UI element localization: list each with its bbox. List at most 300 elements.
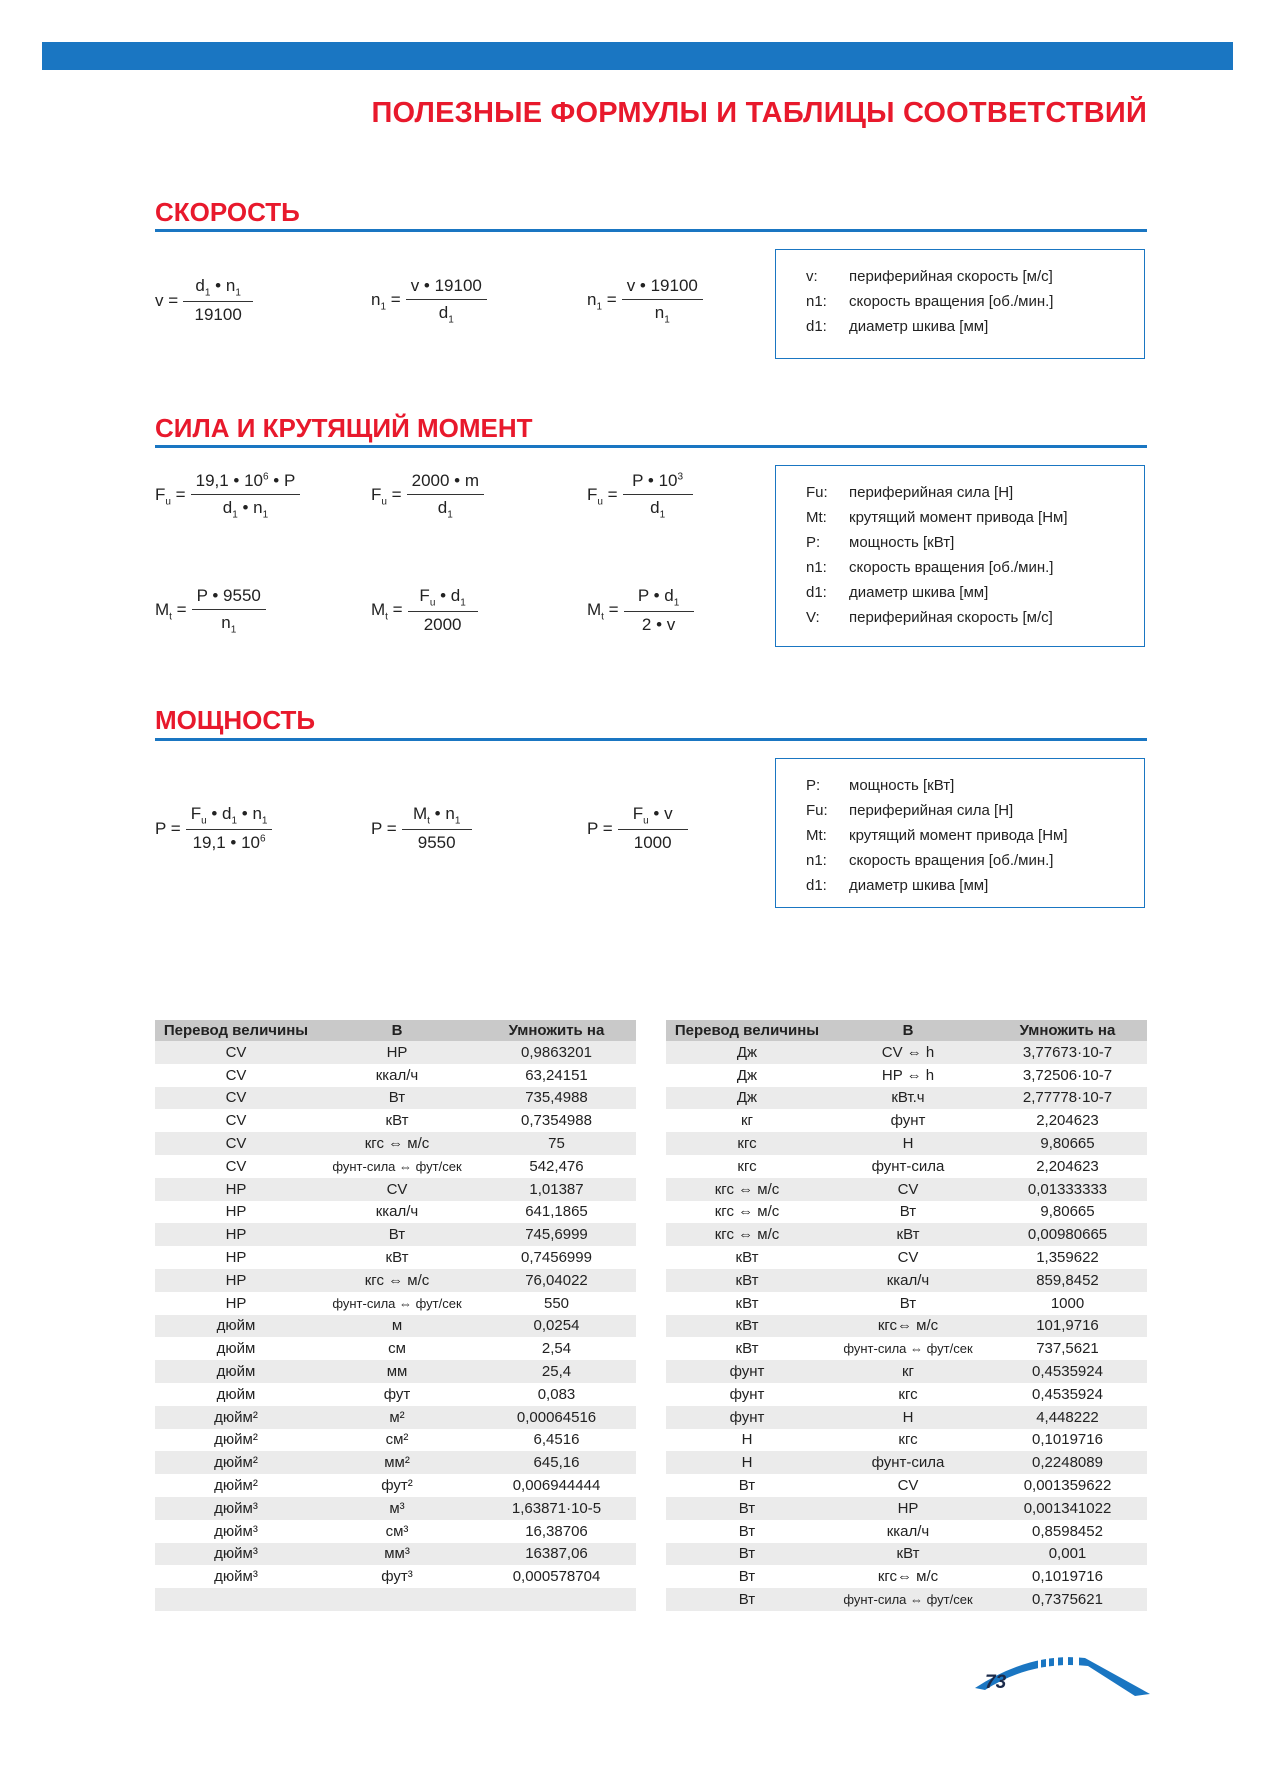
factor-cell: 0,1019716 [988,1429,1147,1452]
denominator: 19100 [194,305,242,325]
to-unit-cell: фунт-сила ⇔ фут/сек [828,1588,988,1611]
table-row [666,1543,1147,1566]
formula-speed-1 [155,276,253,325]
fraction [402,804,472,853]
to-unit-cell: HP ⇔ h [828,1064,988,1087]
to-unit-cell: CV ⇔ h [828,1041,988,1064]
fraction [622,276,703,325]
from-unit-cell: Вт [666,1543,828,1566]
from-unit-cell: фунт [666,1406,828,1429]
from-unit-cell: кВт [666,1315,828,1338]
table-row [666,1406,1147,1429]
from-unit-cell: HP [155,1269,317,1292]
fraction [618,804,688,853]
factor-cell: 75 [477,1132,636,1155]
table-row [155,1109,636,1132]
to-unit-cell: кгс ⇔ м/с [317,1132,477,1155]
legend-description: крутящий момент привода [Нм] [849,827,1068,844]
from-unit-cell: кВт [666,1269,828,1292]
from-unit-cell: Вт [666,1474,828,1497]
table-row [155,1383,636,1406]
factor-cell [477,1588,636,1611]
formula-force-1 [155,471,300,520]
table-row [666,1360,1147,1383]
table-row [155,1474,636,1497]
to-unit-cell: HP [828,1497,988,1520]
numerator: 19,1 • $10^6$ • P [191,471,301,495]
numerator: P • 9550 [192,586,266,610]
from-unit-cell: Н [666,1429,828,1452]
formula-force-3 [587,471,693,520]
legend-symbol: v: [806,268,818,285]
fraction [624,586,694,635]
to-unit-cell: кВт [828,1543,988,1566]
legend-row [806,289,1144,314]
factor-cell: 0,083 [477,1383,636,1406]
table-row [666,1315,1147,1338]
legend-description: периферийная скорость [м/с] [849,268,1053,285]
table-row [666,1269,1147,1292]
formula-force-2 [371,471,484,520]
factor-cell: 1000 [988,1292,1147,1315]
table-row [666,1497,1147,1520]
legend-row [806,555,1144,580]
to-unit-cell: фут [317,1383,477,1406]
legend-row [806,505,1144,530]
factor-cell: 0,2248089 [988,1451,1147,1474]
factor-cell: 0,4535924 [988,1383,1147,1406]
from-unit-cell: CV [155,1109,317,1132]
table-row [155,1087,636,1110]
from-unit-cell: дюйм³ [155,1565,317,1588]
table-row [155,1292,636,1315]
table-row [155,1360,636,1383]
factor-cell: 0,7375621 [988,1588,1147,1611]
formula-lhs: $F_u$ = [155,484,186,507]
to-unit-cell: кгс [828,1383,988,1406]
to-unit-cell: CV [828,1246,988,1269]
from-unit-cell: CV [155,1087,317,1110]
fraction [408,586,478,635]
conversion-table-right [666,1020,1147,1611]
legend-symbol: d1: [806,318,827,335]
factor-cell: 0,01333333 [988,1178,1147,1201]
legend-description: скорость вращения [об./мин.] [849,293,1054,310]
legend-symbol: Mt: [806,827,827,844]
from-unit-cell: HP [155,1292,317,1315]
legend-symbol: d1: [806,584,827,601]
from-unit-cell: кгс ⇔ м/с [666,1201,828,1224]
from-unit-cell: фунт [666,1383,828,1406]
factor-cell: 737,5621 [988,1337,1147,1360]
from-unit-cell: кгс ⇔ м/с [666,1178,828,1201]
table-row [666,1155,1147,1178]
table-row [155,1565,636,1588]
to-unit-cell: Н [828,1132,988,1155]
table-row [666,1223,1147,1246]
legend-description: диаметр шкива [мм] [849,877,989,894]
legend-description: диаметр шкива [мм] [849,318,989,335]
factor-cell: 2,77778·10-7 [988,1087,1147,1110]
formula-torque-1 [155,586,266,635]
factor-cell: 550 [477,1292,636,1315]
header-from: Перевод величины [155,1020,317,1041]
denominator: 2000 [423,615,462,635]
to-unit-cell: фут² [317,1474,477,1497]
formula-lhs: $n_1$ = [371,289,401,312]
legend-description: скорость вращения [об./мин.] [849,559,1054,576]
table-row [666,1064,1147,1087]
factor-cell: 63,24151 [477,1064,636,1087]
numerator: P • $10^3$ [623,471,693,495]
from-unit-cell: Дж [666,1041,828,1064]
legend-row [806,264,1144,289]
table-row [155,1223,636,1246]
table-row [155,1132,636,1155]
legend-symbol: n1: [806,559,827,576]
table-row [155,1178,636,1201]
to-unit-cell: фунт-сила [828,1451,988,1474]
from-unit-cell: HP [155,1178,317,1201]
to-unit-cell: мм² [317,1451,477,1474]
table-row [666,1337,1147,1360]
legend-row [806,605,1144,630]
factor-cell: 735,4988 [477,1087,636,1110]
table-row [155,1337,636,1360]
to-unit-cell: м³ [317,1497,477,1520]
factor-cell: 4,448222 [988,1406,1147,1429]
to-unit-cell: фунт-сила ⇔ фут/сек [317,1155,477,1178]
legend-power [775,758,1145,908]
denominator: $d_1$ [437,498,453,521]
header-multiply: Умножить на [988,1020,1147,1041]
top-blue-bar [42,42,1233,70]
from-unit-cell: CV [155,1064,317,1087]
formula-lhs: v = [155,290,179,310]
from-unit-cell [155,1588,317,1611]
factor-cell: 0,1019716 [988,1565,1147,1588]
table-row [155,1269,636,1292]
from-unit-cell: дюйм [155,1337,317,1360]
factor-cell: 641,1865 [477,1201,636,1224]
formula-lhs: $M_t$ = [155,599,187,622]
from-unit-cell: дюйм² [155,1451,317,1474]
to-unit-cell: ккал/ч [828,1269,988,1292]
factor-cell: 0,7456999 [477,1246,636,1269]
formula-speed-3 [587,276,703,325]
factor-cell: 1,63871·10-5 [477,1497,636,1520]
to-unit-cell: Вт [317,1223,477,1246]
to-unit-cell: фунт-сила ⇔ фут/сек [828,1337,988,1360]
numerator: $F_u$ • $d_1$ [408,586,478,612]
to-unit-cell: кгс⇔ м/с [828,1315,988,1338]
legend-force [775,465,1145,647]
legend-symbol: Fu: [806,484,828,501]
from-unit-cell: дюйм [155,1360,317,1383]
from-unit-cell: Вт [666,1520,828,1543]
to-unit-cell: ккал/ч [828,1520,988,1543]
factor-cell: 0,9863201 [477,1041,636,1064]
numerator: $F_u$ • v [618,804,688,830]
section-rule-power [155,738,1147,741]
table-row [666,1429,1147,1452]
from-unit-cell: фунт [666,1360,828,1383]
formula-lhs: $n_1$ = [587,289,617,312]
denominator: $d_1$ [650,498,666,521]
table-row [155,1497,636,1520]
to-unit-cell: см [317,1337,477,1360]
denominator: $d_1$ • $n_1$ [222,498,269,521]
table-row [666,1087,1147,1110]
from-unit-cell: дюйм² [155,1429,317,1452]
table-row [155,1588,636,1611]
numerator: P • $d_1$ [624,586,694,612]
to-unit-cell: кгс [828,1429,988,1452]
legend-row [806,480,1144,505]
legend-description: мощность [кВт] [849,534,955,551]
factor-cell: 859,8452 [988,1269,1147,1292]
legend-row [806,530,1144,555]
numerator: v • 19100 [406,276,487,300]
factor-cell: 0,006944444 [477,1474,636,1497]
legend-symbol: n1: [806,852,827,869]
from-unit-cell: дюйм [155,1315,317,1338]
legend-description: периферийная сила [Н] [849,484,1014,501]
from-unit-cell: дюйм³ [155,1520,317,1543]
from-unit-cell: Вт [666,1497,828,1520]
from-unit-cell: дюйм² [155,1474,317,1497]
to-unit-cell: см² [317,1429,477,1452]
formula-speed-2 [371,276,487,325]
factor-cell: 645,16 [477,1451,636,1474]
legend-symbol: V: [806,609,820,626]
to-unit-cell: Вт [828,1201,988,1224]
to-unit-cell: кВт [317,1109,477,1132]
section-heading-force: СИЛА И КРУТЯЩИЙ МОМЕНТ [155,413,533,443]
legend-row [806,823,1144,848]
page-title: ПОЛЕЗНЫЕ ФОРМУЛЫ И ТАБЛИЦЫ СООТВЕТСТВИЙ [371,97,1147,129]
factor-cell: 0,8598452 [988,1520,1147,1543]
formula-lhs: $M_t$ = [587,599,619,622]
denominator: $n_1$ [221,613,237,636]
factor-cell: 0,00064516 [477,1406,636,1429]
formula-power-3 [587,804,688,853]
to-unit-cell: CV [317,1178,477,1201]
factor-cell: 0,001 [988,1543,1147,1566]
table-row [155,1543,636,1566]
factor-cell: 3,72506·10-7 [988,1064,1147,1087]
fraction [407,471,484,520]
factor-cell: 3,77673·10-7 [988,1041,1147,1064]
from-unit-cell: дюйм² [155,1406,317,1429]
table-row [666,1565,1147,1588]
factor-cell: 1,359622 [988,1246,1147,1269]
from-unit-cell: Дж [666,1064,828,1087]
header-multiply: Умножить на [477,1020,636,1041]
factor-cell: 0,7354988 [477,1109,636,1132]
to-unit-cell: CV [828,1474,988,1497]
formula-power-2 [371,804,472,853]
from-unit-cell: дюйм³ [155,1543,317,1566]
conversion-table-left [155,1020,636,1611]
fraction [192,586,266,635]
factor-cell: 16,38706 [477,1520,636,1543]
from-unit-cell: Дж [666,1087,828,1110]
denominator: 9550 [417,833,456,853]
to-unit-cell: фунт [828,1109,988,1132]
denominator: 19,1 • $10^6$ [192,833,266,853]
from-unit-cell: кВт [666,1246,828,1269]
from-unit-cell: кВт [666,1292,828,1315]
from-unit-cell: кВт [666,1337,828,1360]
factor-cell: 6,4516 [477,1429,636,1452]
formula-lhs: P = [155,818,181,838]
to-unit-cell [317,1588,477,1611]
table-row [155,1246,636,1269]
to-unit-cell: кгс ⇔ м/с [317,1269,477,1292]
table-row [666,1246,1147,1269]
table-row [155,1201,636,1224]
legend-row [806,873,1144,898]
numerator: $d_1$ • $n_1$ [183,276,253,302]
to-unit-cell: HP [317,1041,477,1064]
factor-cell: 745,6999 [477,1223,636,1246]
legend-symbol: Mt: [806,509,827,526]
table-row [155,1155,636,1178]
legend-description: крутящий момент привода [Нм] [849,509,1068,526]
header-to: В [317,1020,477,1041]
factor-cell: 9,80665 [988,1132,1147,1155]
factor-cell: 0,000578704 [477,1565,636,1588]
from-unit-cell: Вт [666,1588,828,1611]
table-row [155,1064,636,1087]
to-unit-cell: мм³ [317,1543,477,1566]
factor-cell: 76,04022 [477,1269,636,1292]
denominator: 1000 [633,833,672,853]
factor-cell: 1,01387 [477,1178,636,1201]
numerator: 2000 • m [407,471,484,495]
numerator: $M_t$ • $n_1$ [402,804,472,830]
to-unit-cell: м [317,1315,477,1338]
table-row [666,1201,1147,1224]
legend-description: периферийная сила [Н] [849,802,1014,819]
legend-symbol: P: [806,534,821,551]
to-unit-cell: кВт [828,1223,988,1246]
section-heading-speed: СКОРОСТЬ [155,197,300,227]
table-row [666,1451,1147,1474]
to-unit-cell: Вт [317,1087,477,1110]
legend-row [806,773,1144,798]
section-heading-power: МОЩНОСТЬ [155,705,316,735]
to-unit-cell: м² [317,1406,477,1429]
fraction [186,804,273,853]
to-unit-cell: фунт-сила [828,1155,988,1178]
legend-description: периферийная скорость [м/с] [849,609,1053,626]
from-unit-cell: дюйм [155,1383,317,1406]
fraction [183,276,253,325]
legend-symbol: d1: [806,877,827,894]
from-unit-cell: кгс [666,1155,828,1178]
formula-torque-3 [587,586,694,635]
from-unit-cell: HP [155,1223,317,1246]
from-unit-cell: HP [155,1201,317,1224]
formula-lhs: P = [371,818,397,838]
factor-cell: 0,0254 [477,1315,636,1338]
from-unit-cell: Н [666,1451,828,1474]
from-unit-cell: CV [155,1132,317,1155]
table-row [666,1588,1147,1611]
from-unit-cell: кгс [666,1132,828,1155]
table-row [666,1292,1147,1315]
factor-cell: 25,4 [477,1360,636,1383]
section-rule-speed [155,229,1147,232]
to-unit-cell: кВт.ч [828,1087,988,1110]
to-unit-cell: Н [828,1406,988,1429]
factor-cell: 101,9716 [988,1315,1147,1338]
to-unit-cell: кгс⇔ м/с [828,1565,988,1588]
from-unit-cell: CV [155,1041,317,1064]
fraction [623,471,693,520]
from-unit-cell: CV [155,1155,317,1178]
table-row [666,1041,1147,1064]
fraction [406,276,487,325]
to-unit-cell: Вт [828,1292,988,1315]
table-row [155,1520,636,1543]
table-row [666,1520,1147,1543]
factor-cell: 0,001341022 [988,1497,1147,1520]
legend-symbol: n1: [806,293,827,310]
factor-cell: 0,001359622 [988,1474,1147,1497]
legend-row [806,580,1144,605]
to-unit-cell: ккал/ч [317,1064,477,1087]
legend-description: скорость вращения [об./мин.] [849,852,1054,869]
factor-cell: 2,54 [477,1337,636,1360]
table-row [666,1178,1147,1201]
header-from: Перевод величины [666,1020,828,1041]
from-unit-cell: дюйм³ [155,1497,317,1520]
to-unit-cell: CV [828,1178,988,1201]
formula-lhs: $F_u$ = [587,484,618,507]
legend-symbol: P: [806,777,821,794]
numerator: $F_u$ • $d_1$ • $n_1$ [186,804,273,830]
formula-lhs: $F_u$ = [371,484,402,507]
from-unit-cell: HP [155,1246,317,1269]
formula-torque-2 [371,586,478,635]
factor-cell: 16387,06 [477,1543,636,1566]
factor-cell: 0,4535924 [988,1360,1147,1383]
numerator: v • 19100 [622,276,703,300]
section-rule-force [155,445,1147,448]
table-row [155,1406,636,1429]
denominator: $n_1$ [654,303,670,326]
denominator: $d_1$ [438,303,454,326]
page-number: 73 [985,1672,1007,1693]
to-unit-cell: кВт [317,1246,477,1269]
from-unit-cell: кгс ⇔ м/с [666,1223,828,1246]
factor-cell: 542,476 [477,1155,636,1178]
formula-power-1 [155,804,272,853]
header-to: В [828,1020,988,1041]
legend-description: мощность [кВт] [849,777,955,794]
factor-cell: 2,204623 [988,1109,1147,1132]
table-row [666,1132,1147,1155]
legend-row [806,798,1144,823]
to-unit-cell: фут³ [317,1565,477,1588]
to-unit-cell: фунт-сила ⇔ фут/сек [317,1292,477,1315]
legend-row [806,848,1144,873]
factor-cell: 0,00980665 [988,1223,1147,1246]
table-row [666,1383,1147,1406]
